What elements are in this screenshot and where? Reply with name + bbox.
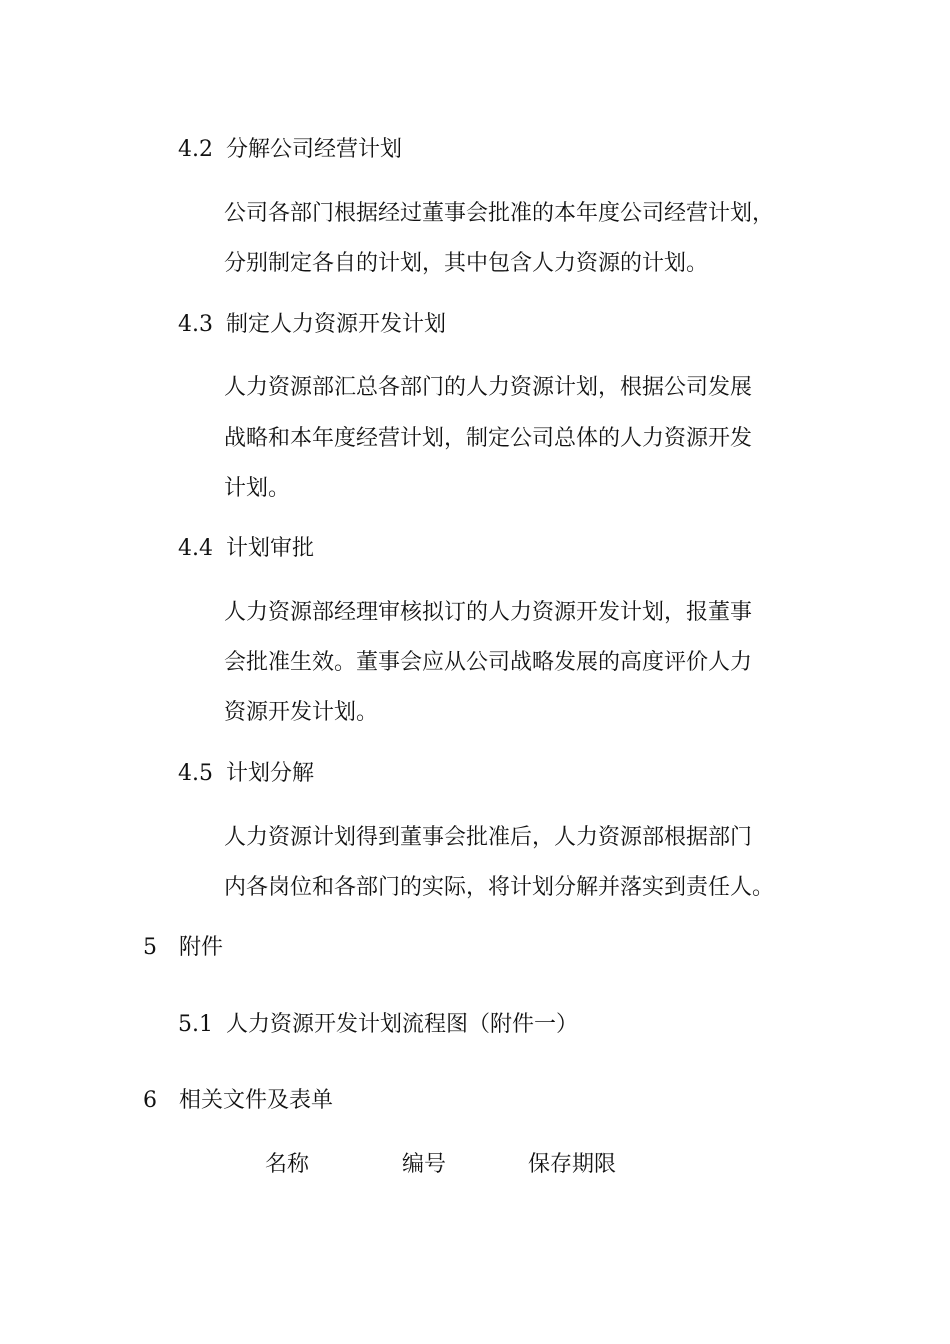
section-title: 计划审批 [226, 536, 315, 561]
section-number: 4.4 [178, 536, 213, 561]
section-title: 制定人力资源开发计划 [226, 312, 447, 337]
table-header-name: 名称 [265, 1152, 310, 1177]
paragraph-line: 内各岗位和各部门的实际，将计划分解并落实到责任人。 [224, 875, 775, 900]
section-number: 4.2 [178, 137, 213, 162]
paragraph-line: 人力资源部汇总各部门的人力资源计划，根据公司发展 [224, 375, 753, 400]
section-number: 4.3 [178, 312, 213, 337]
paragraph-line: 战略和本年度经营计划，制定公司总体的人力资源开发 [224, 426, 753, 451]
section-heading-5 [143, 933, 223, 963]
paragraph-line: 计划。 [224, 476, 291, 501]
section-title: 附件 [179, 935, 224, 960]
section-number: 5.1 [178, 1012, 213, 1037]
section-heading-4-3 [178, 310, 446, 340]
paragraph-line: 分别制定各自的计划，其中包含人力资源的计划。 [224, 251, 709, 276]
paragraph-line: 资源开发计划。 [224, 700, 379, 725]
paragraph-line: 公司各部门根据经过董事会批准的本年度公司经营计划， [224, 201, 775, 226]
section-title: 相关文件及表单 [179, 1088, 334, 1113]
section-number: 4.5 [178, 761, 213, 786]
paragraph-line: 人力资源计划得到董事会批准后，人力资源部根据部门 [224, 825, 753, 850]
paragraph-line: 会批准生效。董事会应从公司战略发展的高度评价人力 [224, 650, 753, 675]
paragraph-line: 人力资源部经理审核拟订的人力资源开发计划，报董事 [224, 600, 753, 625]
section-title: 分解公司经营计划 [226, 137, 403, 162]
table-header-code: 编号 [402, 1152, 447, 1177]
section-heading-6 [143, 1086, 333, 1116]
section-number: 6 [143, 1088, 157, 1113]
section-heading-4-4 [178, 534, 314, 564]
section-title: 人力资源开发计划流程图（附件一） [226, 1012, 579, 1037]
section-heading-5-1 [178, 1010, 578, 1040]
section-title: 计划分解 [226, 761, 315, 786]
section-number: 5 [143, 935, 157, 960]
table-header-retention: 保存期限 [528, 1152, 617, 1177]
section-heading-4-2 [178, 135, 402, 165]
section-heading-4-5 [178, 759, 314, 789]
